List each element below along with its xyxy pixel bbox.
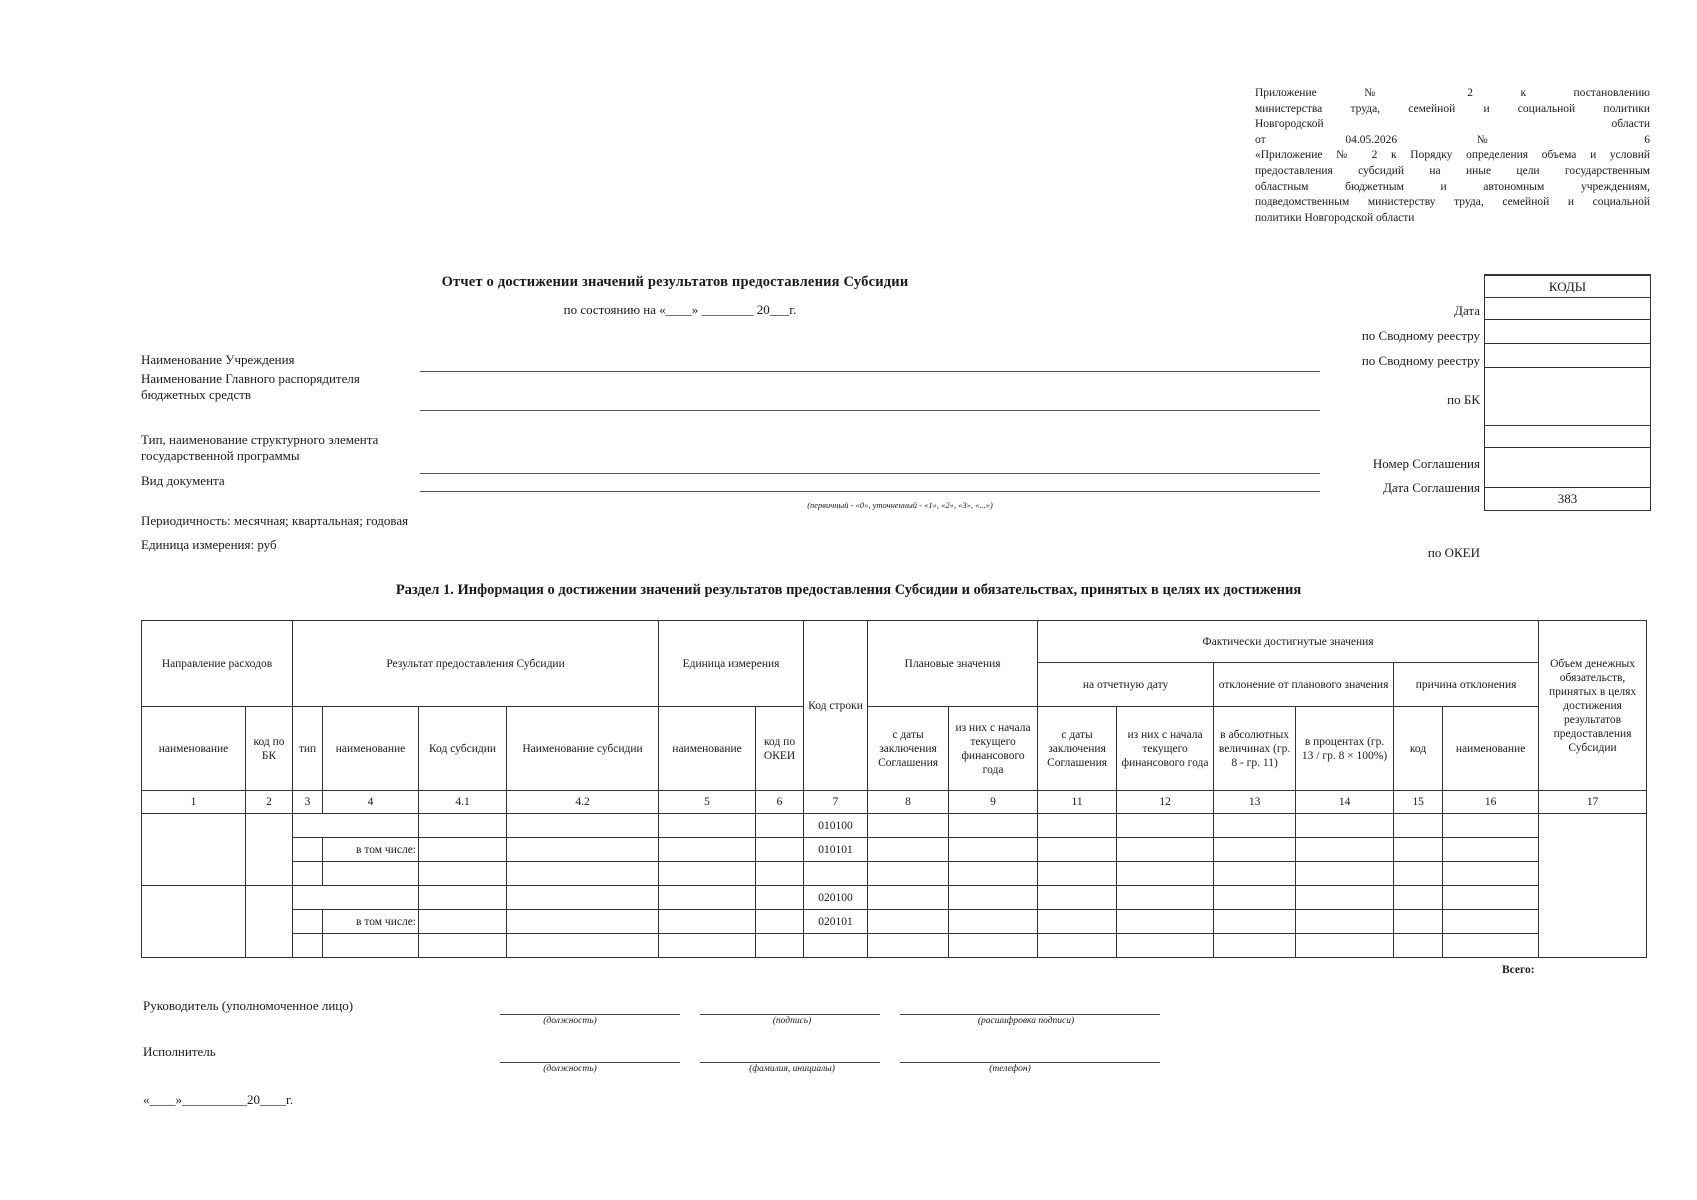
value-cell[interactable] bbox=[868, 814, 949, 838]
column-number: 13 bbox=[1214, 791, 1296, 814]
agreement-date-label: Дата Соглашения bbox=[1383, 480, 1480, 495]
value-cell[interactable] bbox=[1117, 886, 1214, 910]
appendix-line: подведомственным министерству труда, семейной и социальной bbox=[1255, 196, 1650, 209]
col-okei-code: код по ОКЕИ bbox=[756, 707, 804, 791]
section-1-title: Раздел 1. Информация о достижении значений результатов предоставления Субсидии и обязательствах, принятых в целях их достижения bbox=[395, 582, 1302, 598]
value-cell[interactable] bbox=[1117, 814, 1214, 838]
codes-bk-cell[interactable] bbox=[1485, 368, 1650, 426]
header-obligations: Объем денежных обязательств, принятых в целях достижения результатов предоставления Субсидии bbox=[1539, 621, 1647, 791]
value-cell[interactable] bbox=[1214, 886, 1296, 910]
table-row bbox=[142, 862, 1647, 886]
unit-label: Единица измерения: руб bbox=[141, 537, 277, 552]
column-number: 1 bbox=[142, 791, 246, 814]
agreement-number-label: Номер Соглашения bbox=[1372, 456, 1480, 471]
unit-name-cell[interactable] bbox=[659, 862, 756, 886]
obligations-cell[interactable] bbox=[1539, 814, 1647, 958]
doc-type-line[interactable] bbox=[420, 491, 1320, 492]
appendix-line: министерства труда, семейной и социальной политики bbox=[1255, 102, 1650, 115]
value-cell[interactable] bbox=[1394, 910, 1443, 934]
report-as-of: по состоянию на «____» ________ 20___г. bbox=[563, 302, 797, 317]
appendix-line: предоставления субсидий на иные цели государственным bbox=[1255, 164, 1650, 177]
value-cell[interactable] bbox=[1443, 934, 1539, 958]
value-cell[interactable] bbox=[1296, 862, 1394, 886]
codes-date-cell[interactable] bbox=[1485, 298, 1650, 320]
col-deviation-pct: в процентах (гр. 13 / гр. 8 × 100%) bbox=[1296, 707, 1394, 791]
row-code bbox=[804, 862, 868, 886]
header-reason: причина отклонения bbox=[1394, 663, 1539, 707]
bk-label: по БК bbox=[1447, 392, 1480, 407]
col-bk-code: код по БК bbox=[246, 707, 293, 791]
appendix-line: от 04.05.2026 № 6 bbox=[1255, 133, 1650, 146]
value-cell[interactable] bbox=[1038, 838, 1117, 862]
column-number: 5 bbox=[659, 791, 756, 814]
value-cell[interactable] bbox=[1394, 886, 1443, 910]
result-cell[interactable] bbox=[293, 814, 419, 838]
header-plan: Плановые значения bbox=[868, 621, 1038, 707]
header-result: Результат предоставления Субсидии bbox=[293, 621, 659, 707]
value-cell[interactable] bbox=[1117, 862, 1214, 886]
periodicity-label: Периодичность: месячная; квартальная; годовая bbox=[141, 513, 409, 528]
okei-cell[interactable] bbox=[756, 814, 804, 838]
value-cell[interactable] bbox=[949, 886, 1038, 910]
col-subsidy-name: Наименование субсидии bbox=[507, 707, 659, 791]
value-cell[interactable] bbox=[1214, 910, 1296, 934]
value-cell[interactable] bbox=[1117, 838, 1214, 862]
column-number: 2 bbox=[246, 791, 293, 814]
unit-name-cell[interactable] bbox=[659, 838, 756, 862]
chief-manager-label: Наименование Главного распорядителя бюджетных средств bbox=[141, 371, 360, 402]
doc-type-hint: (первичный - «0», уточненный - «1», «2», «3», «...») bbox=[807, 500, 993, 510]
col-reason-code: код bbox=[1394, 707, 1443, 791]
program-element-line[interactable] bbox=[420, 473, 1320, 474]
value-cell[interactable] bbox=[1038, 862, 1117, 886]
value-cell[interactable] bbox=[1038, 934, 1117, 958]
table-row bbox=[142, 910, 1647, 934]
unit-name-cell[interactable] bbox=[659, 934, 756, 958]
type-cell[interactable] bbox=[293, 910, 323, 934]
type-cell[interactable] bbox=[293, 934, 323, 958]
unit-name-cell[interactable] bbox=[659, 910, 756, 934]
subsidy-code-cell[interactable] bbox=[419, 862, 507, 886]
okei-cell[interactable] bbox=[756, 886, 804, 910]
executor-label: Исполнитель bbox=[143, 1044, 216, 1059]
value-cell[interactable] bbox=[1296, 838, 1394, 862]
row-code bbox=[804, 934, 868, 958]
value-cell[interactable] bbox=[1038, 910, 1117, 934]
value-cell[interactable] bbox=[1296, 910, 1394, 934]
column-number: 8 bbox=[868, 791, 949, 814]
subsidy-code-cell[interactable] bbox=[419, 886, 507, 910]
appendix-line: Приложение № 2 к постановлению bbox=[1255, 87, 1650, 99]
row-code: 010101 bbox=[804, 838, 868, 862]
executor-name-line[interactable] bbox=[700, 1062, 880, 1063]
codes-registry-cell-2[interactable] bbox=[1485, 344, 1650, 368]
type-cell[interactable] bbox=[293, 838, 323, 862]
value-cell[interactable] bbox=[949, 814, 1038, 838]
codes-agreement-date-cell[interactable] bbox=[1485, 448, 1650, 488]
value-cell[interactable] bbox=[1443, 838, 1539, 862]
header-direction: Направление расходов bbox=[142, 621, 293, 707]
value-cell[interactable] bbox=[868, 910, 949, 934]
okei-label: по ОКЕИ bbox=[1427, 545, 1480, 560]
value-cell[interactable] bbox=[868, 934, 949, 958]
value-cell[interactable] bbox=[1394, 814, 1443, 838]
table-row bbox=[142, 814, 1647, 838]
col-direction-name: наименование bbox=[142, 707, 246, 791]
direction-name-cell[interactable] bbox=[142, 886, 246, 958]
value-cell[interactable] bbox=[949, 934, 1038, 958]
registry-label-1: по Сводному реестру bbox=[1361, 328, 1480, 343]
column-number: 4 bbox=[323, 791, 419, 814]
value-cell[interactable] bbox=[1214, 838, 1296, 862]
codes-box bbox=[1484, 274, 1651, 511]
executor-name-caption: (фамилия, инициалы) bbox=[749, 1064, 835, 1074]
total-cell[interactable] bbox=[1539, 958, 1647, 982]
col-actual-from-agreement: с даты заключения Соглашения bbox=[1038, 707, 1117, 791]
head-signature-caption: (подпись) bbox=[772, 1016, 812, 1026]
col-deviation-abs: в абсолютных величинах (гр. 8 - гр. 11) bbox=[1214, 707, 1296, 791]
subsidy-name-cell[interactable] bbox=[507, 934, 659, 958]
column-number: 16 bbox=[1443, 791, 1539, 814]
column-number: 7 bbox=[804, 791, 868, 814]
table-row bbox=[142, 838, 1647, 862]
program-element-label: Тип, наименование структурного элемента государственной программы bbox=[141, 432, 379, 463]
result-cell[interactable] bbox=[293, 886, 419, 910]
value-cell[interactable] bbox=[1117, 910, 1214, 934]
codes-registry-cell-1[interactable] bbox=[1485, 320, 1650, 344]
executor-phone-line[interactable] bbox=[900, 1062, 1160, 1063]
value-cell[interactable] bbox=[1443, 814, 1539, 838]
value-cell[interactable] bbox=[868, 886, 949, 910]
appendix-line: политики Новгородской области bbox=[1255, 211, 1415, 224]
value-cell[interactable] bbox=[1214, 814, 1296, 838]
value-cell[interactable] bbox=[1117, 934, 1214, 958]
column-number: 6 bbox=[756, 791, 804, 814]
col-subsidy-code: Код субсидии bbox=[419, 707, 507, 791]
subsidy-code-cell[interactable] bbox=[419, 934, 507, 958]
value-cell[interactable] bbox=[1296, 814, 1394, 838]
bk-code-cell[interactable] bbox=[246, 814, 293, 886]
subsidy-code-cell[interactable] bbox=[419, 814, 507, 838]
okei-cell[interactable] bbox=[756, 838, 804, 862]
value-cell[interactable] bbox=[868, 838, 949, 862]
appendix-note bbox=[1255, 86, 1650, 226]
bk-code-cell[interactable] bbox=[246, 886, 293, 958]
head-position-line[interactable] bbox=[500, 1014, 680, 1015]
appendix-line: Новгородской области bbox=[1255, 118, 1650, 131]
in-including-label: в том числе: bbox=[323, 910, 419, 934]
value-cell[interactable] bbox=[949, 862, 1038, 886]
col-plan-from-agreement: с даты заключения Соглашения bbox=[868, 707, 949, 791]
codes-header: КОДЫ bbox=[1485, 276, 1650, 298]
subsidy-name-cell[interactable] bbox=[507, 886, 659, 910]
column-number: 3 bbox=[293, 791, 323, 814]
value-cell[interactable] bbox=[1394, 838, 1443, 862]
header-row-code: Код строки bbox=[804, 621, 868, 791]
total-row bbox=[142, 958, 1647, 982]
unit-name-cell[interactable] bbox=[659, 814, 756, 838]
row-code: 020100 bbox=[804, 886, 868, 910]
value-cell[interactable] bbox=[1443, 910, 1539, 934]
institution-label: Наименование Учреждения bbox=[141, 352, 295, 367]
results-table bbox=[141, 620, 1647, 982]
col-reason-name: наименование bbox=[1443, 707, 1539, 791]
okei-cell[interactable] bbox=[756, 910, 804, 934]
head-name-caption: (расшифровка подписи) bbox=[977, 1016, 1075, 1026]
result-name-cell[interactable] bbox=[323, 934, 419, 958]
value-cell[interactable] bbox=[1214, 862, 1296, 886]
head-signature-line[interactable] bbox=[700, 1014, 880, 1015]
column-number-row bbox=[142, 791, 1647, 814]
column-number: 15 bbox=[1394, 791, 1443, 814]
row-code: 020101 bbox=[804, 910, 868, 934]
col-plan-year: из них с начала текущего финансового года bbox=[949, 707, 1038, 791]
subsidy-code-cell[interactable] bbox=[419, 910, 507, 934]
header-on-date: на отчетную дату bbox=[1038, 663, 1214, 707]
column-number: 17 bbox=[1539, 791, 1647, 814]
institution-line[interactable] bbox=[420, 371, 1320, 372]
column-number: 11 bbox=[1038, 791, 1117, 814]
executor-position-line[interactable] bbox=[500, 1062, 680, 1063]
value-cell[interactable] bbox=[1038, 814, 1117, 838]
result-name-cell[interactable] bbox=[323, 862, 419, 886]
value-cell[interactable] bbox=[1443, 886, 1539, 910]
column-number: 9 bbox=[949, 791, 1038, 814]
value-cell[interactable] bbox=[949, 910, 1038, 934]
value-cell[interactable] bbox=[1443, 862, 1539, 886]
type-cell[interactable] bbox=[293, 862, 323, 886]
okei-cell[interactable] bbox=[756, 862, 804, 886]
appendix-line: «Приложение № 2 к Порядку определения объема и условий bbox=[1255, 149, 1650, 162]
chief-manager-line[interactable] bbox=[420, 410, 1320, 411]
executor-position-caption: (должность) bbox=[543, 1064, 597, 1074]
header-deviation: отклонение от планового значения bbox=[1214, 663, 1394, 707]
subsidy-name-cell[interactable] bbox=[507, 814, 659, 838]
header-unit: Единица измерения bbox=[659, 621, 804, 707]
value-cell[interactable] bbox=[1394, 862, 1443, 886]
registry-label-2: по Сводному реестру bbox=[1361, 353, 1480, 368]
subsidy-code-cell[interactable] bbox=[419, 838, 507, 862]
doc-type-label: Вид документа bbox=[141, 473, 225, 488]
col-type: тип bbox=[293, 707, 323, 791]
value-cell[interactable] bbox=[868, 862, 949, 886]
value-cell[interactable] bbox=[1296, 934, 1394, 958]
header-actual: Фактически достигнутые значения bbox=[1038, 621, 1539, 663]
row-code: 010100 bbox=[804, 814, 868, 838]
total-label: Всего: bbox=[1502, 963, 1535, 976]
date-label: Дата bbox=[1454, 303, 1480, 318]
col-actual-year: из них с начала текущего финансового года bbox=[1117, 707, 1214, 791]
codes-agreement-number-cell[interactable] bbox=[1485, 426, 1650, 448]
column-number: 4.2 bbox=[507, 791, 659, 814]
subsidy-name-cell[interactable] bbox=[507, 838, 659, 862]
column-number: 12 bbox=[1117, 791, 1214, 814]
date-line: «____»__________20____г. bbox=[143, 1092, 294, 1107]
in-including-label: в том числе: bbox=[323, 838, 419, 862]
appendix-line: областным бюджетным и автономным учреждениям, bbox=[1255, 180, 1650, 193]
value-cell[interactable] bbox=[1296, 886, 1394, 910]
codes-okei-cell[interactable]: 383 bbox=[1557, 491, 1578, 506]
subsidy-name-cell[interactable] bbox=[507, 862, 659, 886]
column-number: 14 bbox=[1296, 791, 1394, 814]
head-position-caption: (должность) bbox=[543, 1016, 597, 1026]
report-title: Отчет о достижении значений результатов предоставления Субсидии bbox=[441, 274, 909, 290]
value-cell[interactable] bbox=[1214, 934, 1296, 958]
table-row bbox=[142, 934, 1647, 958]
table-row bbox=[142, 886, 1647, 910]
value-cell[interactable] bbox=[1394, 934, 1443, 958]
col-unit-name: наименование bbox=[659, 707, 756, 791]
value-cell[interactable] bbox=[1038, 886, 1117, 910]
direction-name-cell[interactable] bbox=[142, 814, 246, 886]
head-label: Руководитель (уполномоченное лицо) bbox=[143, 998, 354, 1013]
column-number: 4.1 bbox=[419, 791, 507, 814]
okei-cell[interactable] bbox=[756, 934, 804, 958]
col-result-name: наименование bbox=[323, 707, 419, 791]
head-name-line[interactable] bbox=[900, 1014, 1160, 1015]
value-cell[interactable] bbox=[949, 838, 1038, 862]
executor-phone-caption: (телефон) bbox=[989, 1064, 1031, 1074]
unit-name-cell[interactable] bbox=[659, 886, 756, 910]
subsidy-name-cell[interactable] bbox=[507, 910, 659, 934]
